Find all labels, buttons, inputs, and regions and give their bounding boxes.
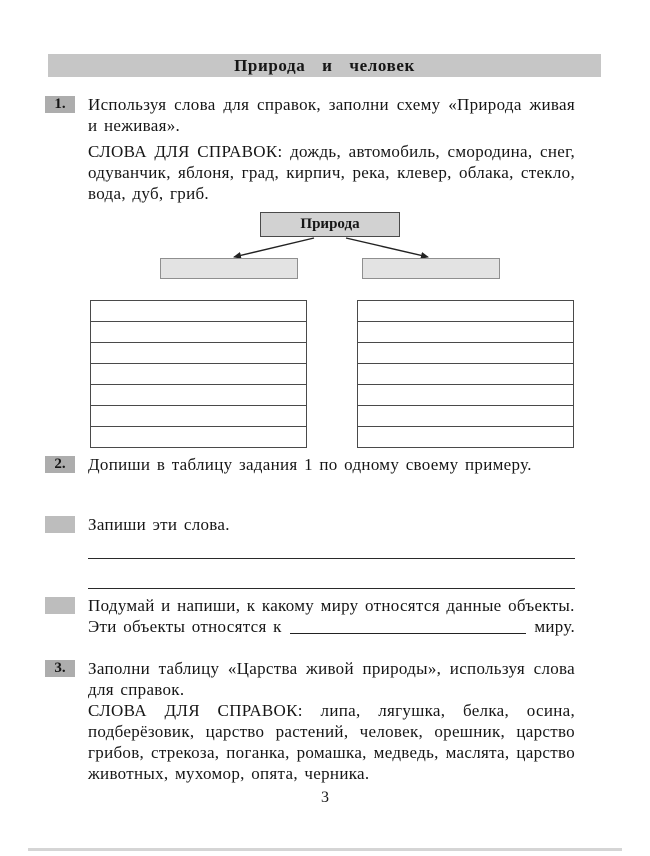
sub-classify-instruction: Подумай и напиши, к какому миру относятся данные объекты. [88,596,575,615]
task-3-instruction: Заполни таблицу «Царства живой природы», используя слова для справок. [88,659,575,699]
task-marker-blank [45,597,75,614]
diagram-root-label: Природа [300,216,360,232]
diagram-answer-slot-left[interactable] [160,258,298,279]
table-row[interactable] [358,301,573,322]
diagram-arrows [0,237,650,263]
answer-line-2[interactable] [88,568,575,589]
table-row[interactable] [91,364,306,385]
task-1 [45,94,575,136]
word-bank-words: дождь, автомобиль, смородина, снег, одуванчик, яблоня, град, кирпич, река, клевер, облака, стекло, вода, дуб, гриб. [88,142,576,203]
answer-line-1[interactable] [88,538,575,559]
task-1-word-bank [88,141,575,204]
answer-table-left[interactable] [90,300,307,448]
table-row[interactable] [358,385,573,406]
fill-in-suffix: миру. [534,617,575,636]
word-bank-words: липа, лягушка, белка, осина, подберёзовик, царство растений, человек, орешник, царство грибов, стрекоза, поганка, ромашка, медведь, маслята, царство животных, мухомор, опята, черника. [88,701,576,783]
table-row[interactable] [91,322,306,343]
table-row[interactable] [358,343,573,364]
sub-write-instruction: Запиши эти слова. [88,515,230,534]
task-1-number: 1. [45,96,75,113]
task-1-instruction: Используя слова для справок, заполни схему «Природа живая и неживая». [88,95,575,135]
table-row[interactable] [91,406,306,427]
table-row[interactable] [358,364,573,385]
task-marker-blank [45,516,75,533]
table-row[interactable] [358,406,573,427]
table-row[interactable] [91,427,306,447]
task-3 [45,658,575,700]
bottom-edge-rule [28,848,622,851]
table-row[interactable] [358,427,573,447]
nature-scheme-diagram [0,210,650,450]
word-bank-label: СЛОВА ДЛЯ СПРАВОК: [88,701,303,720]
task-3-number: 3. [45,660,75,677]
task-2-instruction: Допиши в таблицу задания 1 по одному своему примеру. [88,455,532,474]
diagram-answer-slot-right[interactable] [362,258,500,279]
task-3-word-bank [88,700,575,784]
task-2 [45,454,575,475]
table-row[interactable] [91,385,306,406]
fill-in-sentence [88,616,575,637]
task-2-number: 2. [45,456,75,473]
table-row[interactable] [91,343,306,364]
task-2-sub-write [45,514,575,535]
answer-table-right[interactable] [357,300,574,448]
answer-blank[interactable] [290,619,527,634]
section-header [48,54,601,77]
word-bank-label: СЛОВА ДЛЯ СПРАВОК: [88,142,283,161]
fill-in-prefix: Эти объекты относятся к [88,617,282,636]
task-2-sub-classify [45,595,575,637]
table-row[interactable] [358,322,573,343]
page-number: 3 [321,789,329,806]
section-title: Природа и человек [234,56,415,75]
table-row[interactable] [91,301,306,322]
diagram-root-box [260,212,400,237]
